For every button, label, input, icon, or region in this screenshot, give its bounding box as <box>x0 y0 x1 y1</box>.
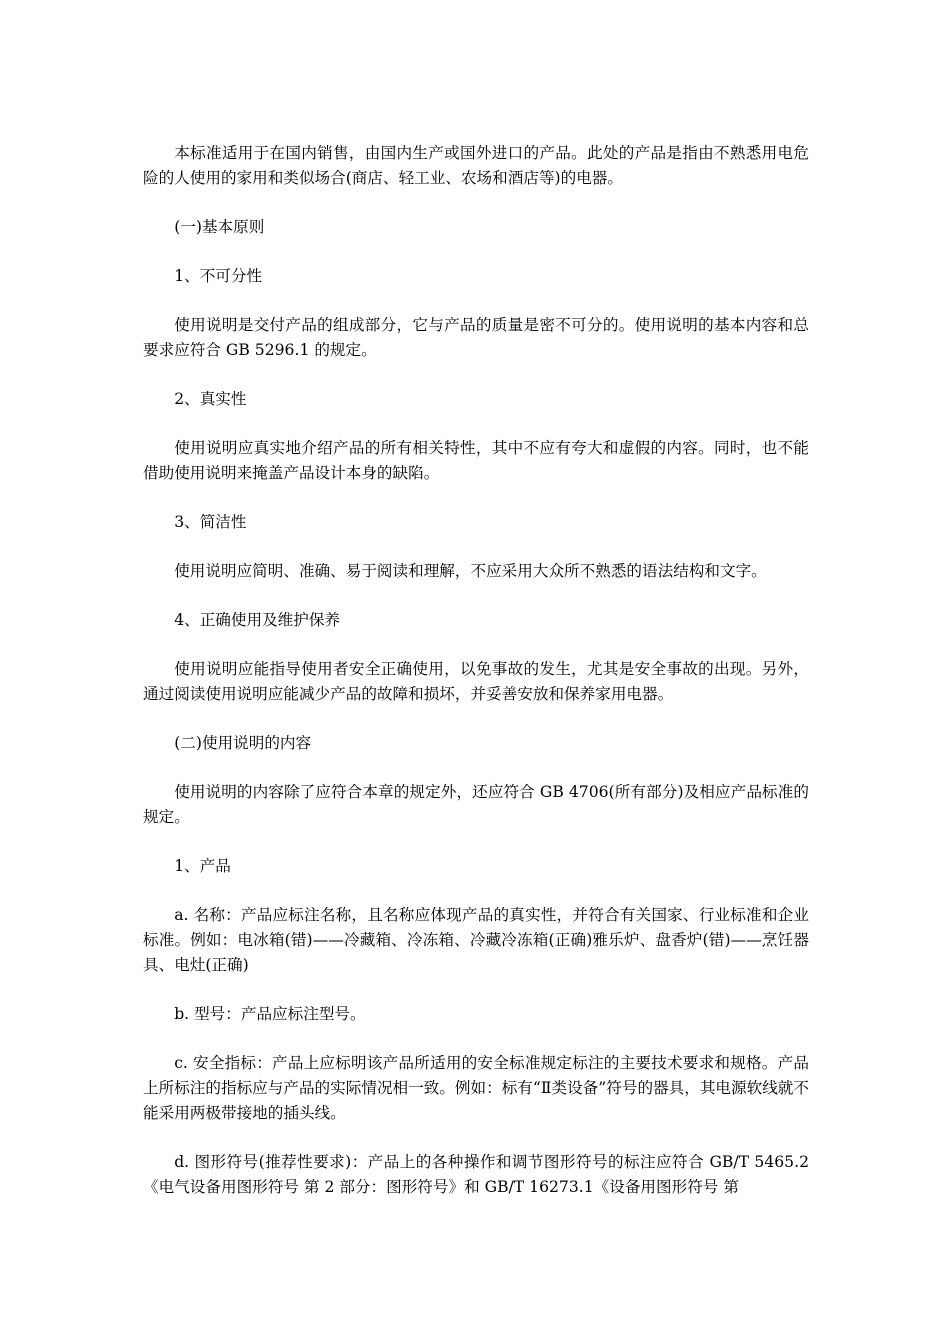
intro-paragraph: 本标准适用于在国内销售，由国内生产或国外进口的产品。此处的产品是指由不熟悉用电危险的人使用的家用和类似场合(商店、轻工业、农场和酒店等)的电器。 <box>143 144 809 187</box>
section-heading-basic-principles: (一)基本原则 <box>174 218 265 236</box>
paragraph-correct-use: 使用说明应能指导使用者安全正确使用，以免事故的发生，尤其是安全事故的出现。另外，通过阅读使用说明应能减少产品的故障和损坏，并妥善安放和保养家用电器。 <box>143 660 809 703</box>
subheading-authenticity: 2、真实性 <box>174 390 247 408</box>
item-graphic-symbols: d. 图形符号(推荐性要求)：产品上的各种操作和调节图形符号的标注应符合 GB/T 5465.2《电气设备用图形符号 第 2 部分：图形符号》和 GB/T 16273.1《设备用图形符号 第 <box>143 1153 809 1196</box>
item-name: a. 名称：产品应标注名称，且名称应体现产品的真实性，并符合有关国家、行业标准和企业标准。例如：电冰箱(错)——冷藏箱、冷冻箱、冷藏冷冻箱(正确)雅乐炉、盘香炉(错)——烹饪器具、电灶(正确) <box>143 906 809 974</box>
subheading-inseparability: 1、不可分性 <box>174 267 263 285</box>
document-page <box>143 141 809 1200</box>
paragraph-authenticity: 使用说明应真实地介绍产品的所有相关特性，其中不应有夸大和虚假的内容。同时，也不能借助使用说明来掩盖产品设计本身的缺陷。 <box>143 439 809 482</box>
subheading-conciseness: 3、简洁性 <box>174 513 247 531</box>
section-heading-contents: (二)使用说明的内容 <box>174 734 312 752</box>
item-model: b. 型号：产品应标注型号。 <box>174 1005 366 1023</box>
item-safety-indicators: c. 安全指标：产品上应标明该产品所适用的安全标准规定标注的主要技术要求和规格。产品上所标注的指标应与产品的实际情况相一致。例如：标有“Ⅱ类设备”符号的器具，其电源软线就不能采用两极带接地的插头线。 <box>143 1054 809 1122</box>
subheading-correct-use: 4、正确使用及维护保养 <box>174 611 341 629</box>
subheading-product: 1、产品 <box>174 857 231 875</box>
paragraph-inseparability: 使用说明是交付产品的组成部分，它与产品的质量是密不可分的。使用说明的基本内容和总要求应符合 GB 5296.1 的规定。 <box>143 316 809 359</box>
paragraph-conciseness: 使用说明应简明、准确、易于阅读和理解，不应采用大众所不熟悉的语法结构和文字。 <box>174 562 767 580</box>
paragraph-contents: 使用说明的内容除了应符合本章的规定外，还应符合 GB 4706(所有部分)及相应产品标准的规定。 <box>143 783 809 826</box>
